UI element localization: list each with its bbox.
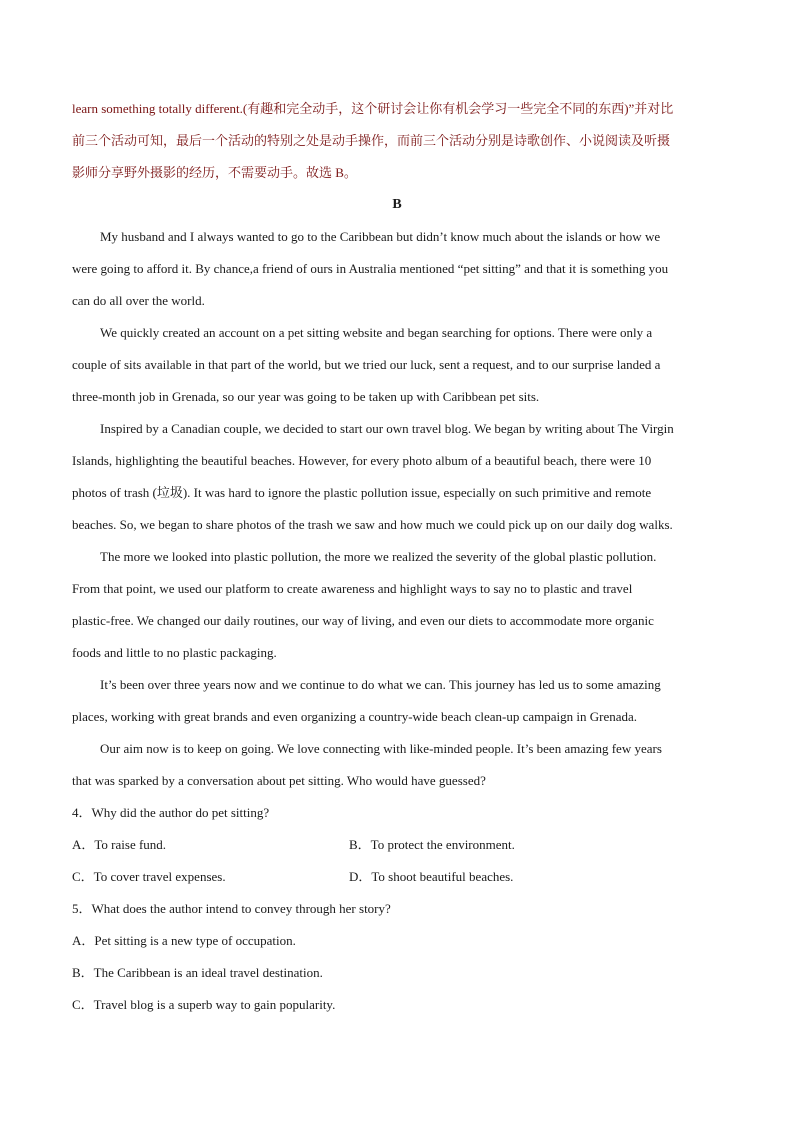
passage-body bbox=[72, 221, 722, 797]
paragraph bbox=[72, 733, 722, 797]
paragraph bbox=[72, 541, 722, 669]
option-d: D．To shoot beautiful beaches. bbox=[349, 869, 514, 884]
paragraph-line: Inspired by a Canadian couple, we decided to start our own travel blog. We began by writing about The Virgin bbox=[100, 421, 674, 436]
paragraph-line: Our aim now is to keep on going. We love connecting with like-minded people. It’s been amazing few years bbox=[100, 741, 662, 756]
option-row bbox=[72, 861, 722, 893]
paragraph-line: beaches. So, we began to share photos of the trash we saw and how much we could pick up on our daily dog walks. bbox=[72, 517, 673, 532]
question-stem: 5．What does the author intend to convey through her story? bbox=[72, 901, 391, 916]
option-a: A．Pet sitting is a new type of occupation. bbox=[72, 933, 296, 948]
paragraph-line: The more we looked into plastic pollution, the more we realized the severity of the global plastic pollution. bbox=[100, 549, 657, 564]
question-stem: 4．Why did the author do pet sitting? bbox=[72, 805, 270, 820]
question-4 bbox=[72, 797, 722, 893]
option-row bbox=[72, 829, 722, 861]
passage-label: B bbox=[392, 197, 402, 212]
explanation-line: 前三个活动可知，最后一个活动的特别之处是动手操作，而前三个活动分别是诗歌创作、小说阅读及听摄 bbox=[72, 133, 671, 148]
option-a: A．To raise fund. bbox=[72, 837, 167, 852]
paragraph bbox=[72, 413, 722, 541]
question-5 bbox=[72, 893, 722, 1021]
paragraph-line: My husband and I always wanted to go to the Caribbean but didn’t know much about the islands or how we bbox=[100, 229, 661, 244]
paragraph bbox=[72, 317, 722, 413]
paragraph bbox=[72, 221, 722, 317]
paragraph-line: From that point, we used our platform to create awareness and highlight ways to say no to plastic and travel bbox=[72, 581, 633, 596]
explanation-line: 影师分享野外摄影的经历，不需要动手。故选 B。 bbox=[72, 165, 357, 180]
paragraph-line: couple of sits available in that part of the world, but we tried our luck, sent a request, and to our surprise landed a bbox=[72, 357, 661, 372]
option-c: C．To cover travel expenses. bbox=[72, 869, 226, 884]
paragraph-line: three-month job in Grenada, so our year was going to be taken up with Caribbean pet sits. bbox=[72, 389, 540, 404]
paragraph-line: Islands, highlighting the beautiful beaches. However, for every photo album of a beautiful beach, there were 10 bbox=[72, 453, 652, 468]
paragraph-line: foods and little to no plastic packaging. bbox=[72, 645, 277, 660]
paragraph-line: plastic-free. We changed our daily routines, our way of living, and even our diets to accommodate more organic bbox=[72, 613, 654, 628]
page-content bbox=[72, 93, 722, 1021]
explanation-line: learn something totally different.(有趣和完全动手，这个研讨会让你有机会学习一些完全不同的东西)”并对比 bbox=[72, 101, 674, 116]
paragraph-line: It’s been over three years now and we continue to do what we can. This journey has led us to some amazing bbox=[100, 677, 661, 692]
answer-explanation bbox=[72, 93, 722, 189]
paragraph bbox=[72, 669, 722, 733]
paragraph-line: were going to afford it. By chance,a friend of ours in Australia mentioned “pet sitting” and that it is something you bbox=[72, 261, 669, 276]
paragraph-line: We quickly created an account on a pet sitting website and began searching for options. There were only a bbox=[100, 325, 653, 340]
paragraph-line: photos of trash (垃圾). It was hard to ignore the plastic pollution issue, especially on such primitive and remote bbox=[72, 485, 652, 500]
paragraph-line: can do all over the world. bbox=[72, 293, 205, 308]
option-b: B．The Caribbean is an ideal travel destination. bbox=[72, 965, 323, 980]
paragraph-line: that was sparked by a conversation about pet sitting. Who would have guessed? bbox=[72, 773, 486, 788]
paragraph-line: places, working with great brands and even organizing a country-wide beach clean-up campaign in Grenada. bbox=[72, 709, 638, 724]
option-b: B．To protect the environment. bbox=[349, 837, 515, 852]
option-c: C．Travel blog is a superb way to gain popularity. bbox=[72, 997, 336, 1012]
